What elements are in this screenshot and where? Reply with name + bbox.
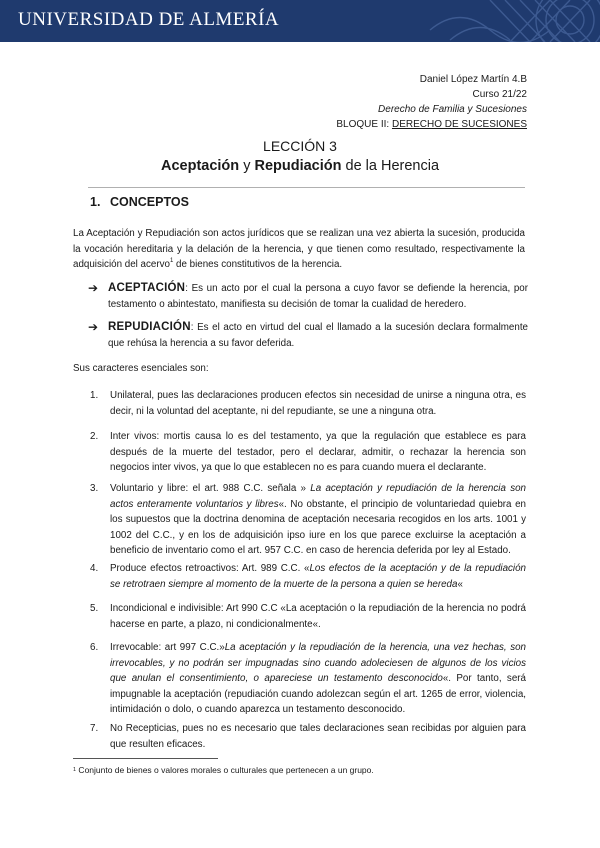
- definition-aceptacion: [88, 281, 528, 312]
- section-heading: [90, 195, 189, 209]
- item-number: 6.: [90, 642, 99, 653]
- lesson-title: [0, 156, 600, 176]
- list-item: [90, 721, 526, 752]
- footnote-text: Conjunto de bienes o valores morales o culturales que pertenecen a un grupo.: [76, 765, 374, 775]
- course-year: Curso 21/22: [472, 89, 527, 100]
- footnote-ref[interactable]: 1: [169, 258, 174, 264]
- item-text: Unilateral, pues las declaraciones producen efectos sin necesidad de unirse a ninguna otra, es decir, ni la voluntad del aceptante, ni del repudiante, se une a ninguna otra.: [110, 390, 526, 417]
- footnote-divider: [73, 758, 218, 759]
- item-text: Voluntario y libre: el art. 988 C.C. señala »: [110, 483, 311, 494]
- intro-text: La Aceptación y Repudiación son actos jurídicos que se realizan una vez abierta la sucesión, producida la vocación hereditaria y la delación de la herencia, y que tienen como resultado, respectivamente la adquisición del acervo: [73, 228, 525, 270]
- item-quote: La aceptación y repudiación de la herencia son actos enteramente voluntarios y libres: [110, 483, 526, 510]
- item-text: No Recepticias, pues no es necesario que tales declaraciones sean recibidas por alguien para que resulten eficaces.: [110, 723, 526, 750]
- arrow-icon: ➔: [88, 320, 99, 334]
- university-name: UNIVERSIDAD DE ALMERÍA: [18, 9, 280, 30]
- footnote: [73, 764, 374, 776]
- course-name: Derecho de Familia y Sucesiones: [378, 104, 527, 115]
- item-quote: Los efectos de la aceptación y de la repudiación se retrotraen siempre al momento de la muerte de la persona a quien se hereda: [110, 563, 527, 590]
- list-item: [90, 640, 526, 718]
- item-text-after: «: [457, 578, 463, 590]
- list-item: [90, 481, 526, 559]
- characteristics-intro: Sus caracteres esenciales son:: [73, 363, 209, 374]
- item-text: Inter vivos: mortis causa lo es del testamento, ya que la regulación que establece es para después de la muerte del testador, pero el declarar, admitir, o rechazar la herencia son negocios inter vivos, ya que lo que establecen no es para cuando muera el declarante.: [110, 431, 526, 473]
- title-repudiacion: Repudiación: [254, 158, 342, 174]
- item-number: 4.: [90, 563, 99, 574]
- definition-term: REPUDIACIÓN: [108, 321, 191, 333]
- section-number: 1.: [90, 195, 101, 209]
- item-text: Produce efectos retroactivos: Art. 989 C.C. «: [110, 563, 310, 574]
- document-meta: [336, 72, 527, 132]
- title-divider: [88, 187, 525, 188]
- title-y: y: [243, 158, 251, 174]
- block-prefix: BLOQUE II:: [336, 119, 390, 130]
- item-number: 1.: [90, 390, 99, 401]
- block-name: DERECHO DE SUCESIONES: [391, 119, 527, 130]
- footnote-number: 1: [73, 767, 77, 773]
- title-aceptacion: Aceptación: [160, 158, 240, 174]
- definition-repudiacion: [88, 320, 528, 351]
- section-title: CONCEPTOS: [110, 195, 189, 209]
- university-emblem-pattern: [370, 0, 600, 42]
- item-number: 2.: [90, 431, 99, 442]
- definition-text: : Es el acto en virtud del cual el llamado a la sucesión declara formalmente que rehúsa la herencia a su favor deferida.: [108, 322, 528, 349]
- intro-text-after: de bienes constitutivos de la herencia.: [173, 259, 343, 270]
- item-text-after: «. Por tanto, será impugnable la aceptación (repudiación cuando adolezcan según el art. 1265 de error, violencia, intimidación o dolo, o cuando aparezca un testamento desconocido.: [110, 673, 526, 715]
- header-banner: [0, 0, 600, 42]
- author: Daniel López Martín 4.B: [419, 74, 527, 85]
- block-line: [336, 117, 527, 132]
- intro-paragraph: [73, 226, 525, 273]
- arrow-icon: ➔: [88, 281, 99, 295]
- item-text-after: «. No obstante, el principio de voluntariedad quiebra en los supuestos que la doctrina denomina de aceptación necesaria recogidos en los arts. 1001 y 1002 del C.C., y en los de adquisición ipso iure en los que parece excluirse la aceptación a beneficio de inventario como el art. 957 C.C. en caso de herencia deferida por ley al Estado.: [110, 498, 527, 556]
- item-text: Irrevocable: art 997 C.C.»: [110, 642, 225, 653]
- list-item: [90, 561, 526, 592]
- item-number: 5.: [90, 603, 99, 614]
- list-item: [90, 388, 526, 419]
- title-rest: de la Herencia: [345, 158, 440, 174]
- item-quote: La aceptación y la repudiación de la herencia, una vez hechas, son irrevocables, y no podrán ser impugnadas sino cuando adoleciesen de algunos de los vicios que anulan el consentimiento, o apareciese un testamento desconocido: [110, 642, 527, 684]
- item-number: 3.: [90, 483, 99, 494]
- list-item: [90, 429, 526, 476]
- item-number: 7.: [90, 723, 99, 734]
- definition-text: : Es un acto por el cual la persona a cuyo favor se defiende la herencia, por testamento o abintestato, manifiesta su decisión de tomar la cualidad de heredero.: [108, 283, 528, 310]
- list-item: [90, 601, 526, 632]
- item-text: Incondicional e indivisible: Art 990 C.C «La aceptación o la repudiación de la herencia no podrá hacerse en parte, a plazo, ni condicionalmente«.: [110, 603, 526, 630]
- lesson-number: LECCIÓN 3: [263, 138, 337, 154]
- definition-term: ACEPTACIÓN: [108, 282, 186, 294]
